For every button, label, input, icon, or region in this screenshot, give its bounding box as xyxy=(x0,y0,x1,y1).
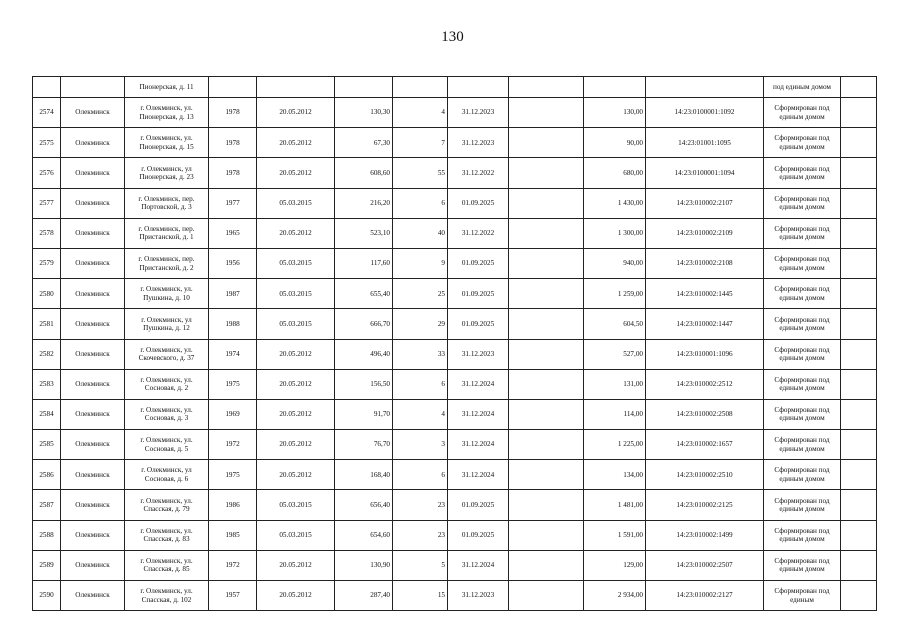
cadastral-number-cell: 14:23:010002:2108 xyxy=(646,248,764,278)
status-cell: Сформирован под единым домом xyxy=(764,399,841,429)
cell-empty xyxy=(841,158,877,188)
cell-empty xyxy=(841,399,877,429)
city-cell: Олекминск xyxy=(61,98,125,128)
status-cell: Сформирован под единым домом xyxy=(764,218,841,248)
year-cell: 1972 xyxy=(209,550,257,580)
area-cell: 523,10 xyxy=(335,218,393,248)
row-number-cell: 2584 xyxy=(33,399,61,429)
address-cell: г. Олекминск, ул. Спасская, д. 85 xyxy=(125,550,209,580)
count-cell: 40 xyxy=(393,218,448,248)
deadline-cell: 01.09.2025 xyxy=(448,188,509,218)
deadline-cell: 31.12.2022 xyxy=(448,218,509,248)
cell-empty xyxy=(841,279,877,309)
year-cell: 1957 xyxy=(209,581,257,611)
cell-empty xyxy=(841,430,877,460)
area-cell: 666,70 xyxy=(335,309,393,339)
cell-empty xyxy=(509,581,584,611)
city-cell: Олекминск xyxy=(61,218,125,248)
cadastral-number-cell: 14:23:0100001:1094 xyxy=(646,158,764,188)
cell-empty xyxy=(841,339,877,369)
year-cell: 1969 xyxy=(209,399,257,429)
row-number-cell: 2589 xyxy=(33,550,61,580)
cell-empty xyxy=(841,188,877,218)
year-cell: 1974 xyxy=(209,339,257,369)
table-row xyxy=(33,520,877,550)
cell-empty xyxy=(509,248,584,278)
count-cell: 3 xyxy=(393,430,448,460)
cell-empty xyxy=(841,550,877,580)
count-cell: 55 xyxy=(393,158,448,188)
cell-empty xyxy=(841,581,877,611)
area-cell: 67,30 xyxy=(335,128,393,158)
date-cell: 05.03.2015 xyxy=(257,188,335,218)
cell-empty xyxy=(509,279,584,309)
table-row xyxy=(33,128,877,158)
year-cell: 1975 xyxy=(209,460,257,490)
cell-empty xyxy=(257,77,335,98)
cost-cell: 134,00 xyxy=(584,460,646,490)
count-cell: 9 xyxy=(393,248,448,278)
address-cell: г. Олекминск, ул. Спасская, д. 83 xyxy=(125,520,209,550)
date-cell: 05.03.2015 xyxy=(257,520,335,550)
cell-empty xyxy=(841,248,877,278)
count-cell: 15 xyxy=(393,581,448,611)
address-cell: г. Олекминск, ул Пушкина, д. 12 xyxy=(125,309,209,339)
date-cell: 05.03.2015 xyxy=(257,490,335,520)
date-cell: 20.05.2012 xyxy=(257,581,335,611)
area-cell: 156,50 xyxy=(335,369,393,399)
address-cell: г. Олекминск, ул. Пушкина, д. 10 xyxy=(125,279,209,309)
count-cell: 4 xyxy=(393,399,448,429)
address-cell: г. Олекминск, ул Сосновая, д. 6 xyxy=(125,460,209,490)
row-number-cell: 2587 xyxy=(33,490,61,520)
cell-empty xyxy=(841,98,877,128)
area-cell: 130,30 xyxy=(335,98,393,128)
address-cell: г. Олекминск, ул. Сосновая, д. 2 xyxy=(125,369,209,399)
city-cell: Олекминск xyxy=(61,460,125,490)
cadastral-number-cell: 14:23:01001:1095 xyxy=(646,128,764,158)
year-cell: 1978 xyxy=(209,158,257,188)
cell-empty xyxy=(509,430,584,460)
year-cell: 1975 xyxy=(209,369,257,399)
cadastral-number-cell: 14:23:010002:1657 xyxy=(646,430,764,460)
table-row xyxy=(33,550,877,580)
row-number-cell: 2583 xyxy=(33,369,61,399)
city-cell: Олекминск xyxy=(61,520,125,550)
status-cell: Сформирован под единым домом xyxy=(764,98,841,128)
deadline-cell: 31.12.2024 xyxy=(448,399,509,429)
cell-empty xyxy=(509,218,584,248)
table-row xyxy=(33,158,877,188)
cell-empty xyxy=(841,128,877,158)
deadline-cell: 01.09.2025 xyxy=(448,520,509,550)
city-cell: Олекминск xyxy=(61,158,125,188)
cell-empty xyxy=(509,339,584,369)
area-cell: 168,40 xyxy=(335,460,393,490)
year-cell: 1978 xyxy=(209,98,257,128)
city-cell: Олекминск xyxy=(61,550,125,580)
cell-empty xyxy=(61,77,125,98)
cost-cell: 129,00 xyxy=(584,550,646,580)
count-cell: 6 xyxy=(393,188,448,218)
status-cell: Сформирован под единым домом xyxy=(764,128,841,158)
cost-cell: 130,00 xyxy=(584,98,646,128)
table-row xyxy=(33,339,877,369)
deadline-cell: 31.12.2024 xyxy=(448,430,509,460)
table-row xyxy=(33,369,877,399)
row-number-cell: 2579 xyxy=(33,248,61,278)
cost-cell: 114,00 xyxy=(584,399,646,429)
cost-cell: 2 934,00 xyxy=(584,581,646,611)
count-cell: 29 xyxy=(393,309,448,339)
status-cell: под единым домом xyxy=(764,77,841,98)
cadastral-number-cell: 14:23:0100001:1092 xyxy=(646,98,764,128)
area-cell: 287,40 xyxy=(335,581,393,611)
housing-register-table xyxy=(32,76,877,611)
cadastral-number-cell: 14:23:010002:2109 xyxy=(646,218,764,248)
cost-cell: 1 225,00 xyxy=(584,430,646,460)
date-cell: 20.05.2012 xyxy=(257,430,335,460)
cell-empty xyxy=(509,77,584,98)
area-cell: 91,70 xyxy=(335,399,393,429)
cell-empty xyxy=(509,309,584,339)
cell-empty xyxy=(841,520,877,550)
table-row xyxy=(33,460,877,490)
cell-empty xyxy=(646,77,764,98)
deadline-cell: 01.09.2025 xyxy=(448,309,509,339)
count-cell: 5 xyxy=(393,550,448,580)
row-number-cell: 2581 xyxy=(33,309,61,339)
cadastral-number-cell: 14:23:010002:1445 xyxy=(646,279,764,309)
date-cell: 20.05.2012 xyxy=(257,128,335,158)
city-cell: Олекминск xyxy=(61,309,125,339)
cell-empty xyxy=(33,77,61,98)
table-row xyxy=(33,218,877,248)
row-number-cell: 2586 xyxy=(33,460,61,490)
date-cell: 20.05.2012 xyxy=(257,369,335,399)
cost-cell: 680,00 xyxy=(584,158,646,188)
row-number-cell: 2580 xyxy=(33,279,61,309)
row-number-cell: 2590 xyxy=(33,581,61,611)
status-cell: Сформирован под единым домом xyxy=(764,188,841,218)
count-cell: 23 xyxy=(393,490,448,520)
cadastral-number-cell: 14:23:010002:2127 xyxy=(646,581,764,611)
deadline-cell: 31.12.2022 xyxy=(448,158,509,188)
city-cell: Олекминск xyxy=(61,369,125,399)
cost-cell: 1 259,00 xyxy=(584,279,646,309)
area-cell: 216,20 xyxy=(335,188,393,218)
table-row xyxy=(33,98,877,128)
date-cell: 20.05.2012 xyxy=(257,218,335,248)
area-cell: 130,90 xyxy=(335,550,393,580)
area-cell: 655,40 xyxy=(335,279,393,309)
address-cell: г. Олекминск, ул. Пионерская, д. 15 xyxy=(125,128,209,158)
table-row xyxy=(33,430,877,460)
count-cell: 33 xyxy=(393,339,448,369)
date-cell: 20.05.2012 xyxy=(257,399,335,429)
status-cell: Сформирован под единым домом xyxy=(764,369,841,399)
cost-cell: 1 481,00 xyxy=(584,490,646,520)
count-cell: 25 xyxy=(393,279,448,309)
address-cell: Пионерская, д. 11 xyxy=(125,77,209,98)
city-cell: Олекминск xyxy=(61,399,125,429)
cell-empty xyxy=(509,369,584,399)
row-number-cell: 2578 xyxy=(33,218,61,248)
table-row xyxy=(33,490,877,520)
cadastral-number-cell: 14:23:010002:2510 xyxy=(646,460,764,490)
row-number-cell: 2588 xyxy=(33,520,61,550)
count-cell: 23 xyxy=(393,520,448,550)
cell-empty xyxy=(509,460,584,490)
date-cell: 05.03.2015 xyxy=(257,279,335,309)
cell-empty xyxy=(509,520,584,550)
status-cell: Сформирован под единым домом xyxy=(764,279,841,309)
area-cell: 117,60 xyxy=(335,248,393,278)
city-cell: Олекминск xyxy=(61,581,125,611)
page-number: 130 xyxy=(441,29,464,45)
status-cell: Сформирован под единым домом xyxy=(764,430,841,460)
address-cell: г. Олекминск, пер. Портовской, д. 3 xyxy=(125,188,209,218)
cost-cell: 604,50 xyxy=(584,309,646,339)
cell-empty xyxy=(841,309,877,339)
cell-empty xyxy=(509,128,584,158)
deadline-cell: 31.12.2023 xyxy=(448,339,509,369)
date-cell: 05.03.2015 xyxy=(257,309,335,339)
cost-cell: 1 300,00 xyxy=(584,218,646,248)
cost-cell: 1 591,00 xyxy=(584,520,646,550)
city-cell: Олекминск xyxy=(61,339,125,369)
cell-empty xyxy=(509,98,584,128)
cost-cell: 940,00 xyxy=(584,248,646,278)
cell-empty xyxy=(841,490,877,520)
area-cell: 76,70 xyxy=(335,430,393,460)
address-cell: г. Олекминск, пер. Пристанской, д. 1 xyxy=(125,218,209,248)
status-cell: Сформирован под единым домом xyxy=(764,339,841,369)
row-number-cell: 2574 xyxy=(33,98,61,128)
cell-empty xyxy=(584,77,646,98)
cadastral-number-cell: 14:23:010001:1096 xyxy=(646,339,764,369)
table-row xyxy=(33,581,877,611)
deadline-cell: 31.12.2024 xyxy=(448,550,509,580)
deadline-cell: 31.12.2024 xyxy=(448,460,509,490)
deadline-cell: 31.12.2023 xyxy=(448,98,509,128)
city-cell: Олекминск xyxy=(61,279,125,309)
row-number-cell: 2577 xyxy=(33,188,61,218)
table-row xyxy=(33,399,877,429)
date-cell: 20.05.2012 xyxy=(257,158,335,188)
cell-empty xyxy=(509,399,584,429)
date-cell: 20.05.2012 xyxy=(257,339,335,369)
address-cell: г. Олекминск, ул Пионерская, д. 23 xyxy=(125,158,209,188)
cell-empty xyxy=(841,77,877,98)
status-cell: Сформирован под единым домом xyxy=(764,460,841,490)
year-cell: 1987 xyxy=(209,279,257,309)
cell-empty xyxy=(509,188,584,218)
address-cell: г. Олекминск, ул. Сосновая, д. 5 xyxy=(125,430,209,460)
cadastral-number-cell: 14:23:010002:2107 xyxy=(646,188,764,218)
cadastral-number-cell: 14:23:010002:2508 xyxy=(646,399,764,429)
address-cell: г. Олекминск, ул. Сосновая, д. 3 xyxy=(125,399,209,429)
year-cell: 1988 xyxy=(209,309,257,339)
status-cell: Сформирован под единым xyxy=(764,581,841,611)
year-cell: 1977 xyxy=(209,188,257,218)
deadline-cell: 01.09.2025 xyxy=(448,279,509,309)
cost-cell: 131,00 xyxy=(584,369,646,399)
date-cell: 20.05.2012 xyxy=(257,550,335,580)
table-row xyxy=(33,248,877,278)
address-cell: г. Олекминск, ул. Скочевского, д. 37 xyxy=(125,339,209,369)
status-cell: Сформирован под единым домом xyxy=(764,490,841,520)
row-number-cell: 2582 xyxy=(33,339,61,369)
year-cell: 1956 xyxy=(209,248,257,278)
year-cell: 1972 xyxy=(209,430,257,460)
area-cell: 656,40 xyxy=(335,490,393,520)
count-cell: 7 xyxy=(393,128,448,158)
area-cell: 496,40 xyxy=(335,339,393,369)
table-row xyxy=(33,279,877,309)
city-cell: Олекминск xyxy=(61,188,125,218)
cell-empty xyxy=(209,77,257,98)
row-number-cell: 2575 xyxy=(33,128,61,158)
row-number-cell: 2576 xyxy=(33,158,61,188)
year-cell: 1986 xyxy=(209,490,257,520)
cell-empty xyxy=(841,218,877,248)
row-number-cell: 2585 xyxy=(33,430,61,460)
cell-empty xyxy=(335,77,393,98)
table-row xyxy=(33,188,877,218)
address-cell: г. Олекминск, ул. Спасская, д. 79 xyxy=(125,490,209,520)
table-row-partial xyxy=(33,77,877,98)
city-cell: Олекминск xyxy=(61,490,125,520)
cell-empty xyxy=(509,158,584,188)
cell-empty xyxy=(841,369,877,399)
deadline-cell: 31.12.2023 xyxy=(448,128,509,158)
deadline-cell: 01.09.2025 xyxy=(448,490,509,520)
year-cell: 1965 xyxy=(209,218,257,248)
year-cell: 1985 xyxy=(209,520,257,550)
cell-empty xyxy=(393,77,448,98)
deadline-cell: 31.12.2023 xyxy=(448,581,509,611)
cell-empty xyxy=(509,490,584,520)
cadastral-number-cell: 14:23:010002:2507 xyxy=(646,550,764,580)
status-cell: Сформирован под единым домом xyxy=(764,309,841,339)
cell-empty xyxy=(841,460,877,490)
address-cell: г. Олекминск, ул. Пионерская, д. 13 xyxy=(125,98,209,128)
cadastral-number-cell: 14:23:010002:1499 xyxy=(646,520,764,550)
city-cell: Олекминск xyxy=(61,128,125,158)
cost-cell: 527,00 xyxy=(584,339,646,369)
date-cell: 20.05.2012 xyxy=(257,98,335,128)
cell-empty xyxy=(509,550,584,580)
area-cell: 654,60 xyxy=(335,520,393,550)
count-cell: 6 xyxy=(393,369,448,399)
status-cell: Сформирован под единым домом xyxy=(764,158,841,188)
year-cell: 1978 xyxy=(209,128,257,158)
table-row xyxy=(33,309,877,339)
address-cell: г. Олекминск, пер. Пристанской, д. 2 xyxy=(125,248,209,278)
deadline-cell: 31.12.2024 xyxy=(448,369,509,399)
city-cell: Олекминск xyxy=(61,430,125,460)
count-cell: 6 xyxy=(393,460,448,490)
cadastral-number-cell: 14:23:010002:2125 xyxy=(646,490,764,520)
city-cell: Олекминск xyxy=(61,248,125,278)
address-cell: г. Олекминск, ул. Спасская, д. 102 xyxy=(125,581,209,611)
date-cell: 20.05.2012 xyxy=(257,460,335,490)
status-cell: Сформирован под единым домом xyxy=(764,550,841,580)
cadastral-number-cell: 14:23:010002:1447 xyxy=(646,309,764,339)
date-cell: 05.03.2015 xyxy=(257,248,335,278)
deadline-cell: 01.09.2025 xyxy=(448,248,509,278)
area-cell: 608,60 xyxy=(335,158,393,188)
cadastral-number-cell: 14:23:010002:2512 xyxy=(646,369,764,399)
cost-cell: 1 430,00 xyxy=(584,188,646,218)
cell-empty xyxy=(448,77,509,98)
count-cell: 4 xyxy=(393,98,448,128)
status-cell: Сформирован под единым домом xyxy=(764,520,841,550)
status-cell: Сформирован под единым домом xyxy=(764,248,841,278)
cost-cell: 90,00 xyxy=(584,128,646,158)
